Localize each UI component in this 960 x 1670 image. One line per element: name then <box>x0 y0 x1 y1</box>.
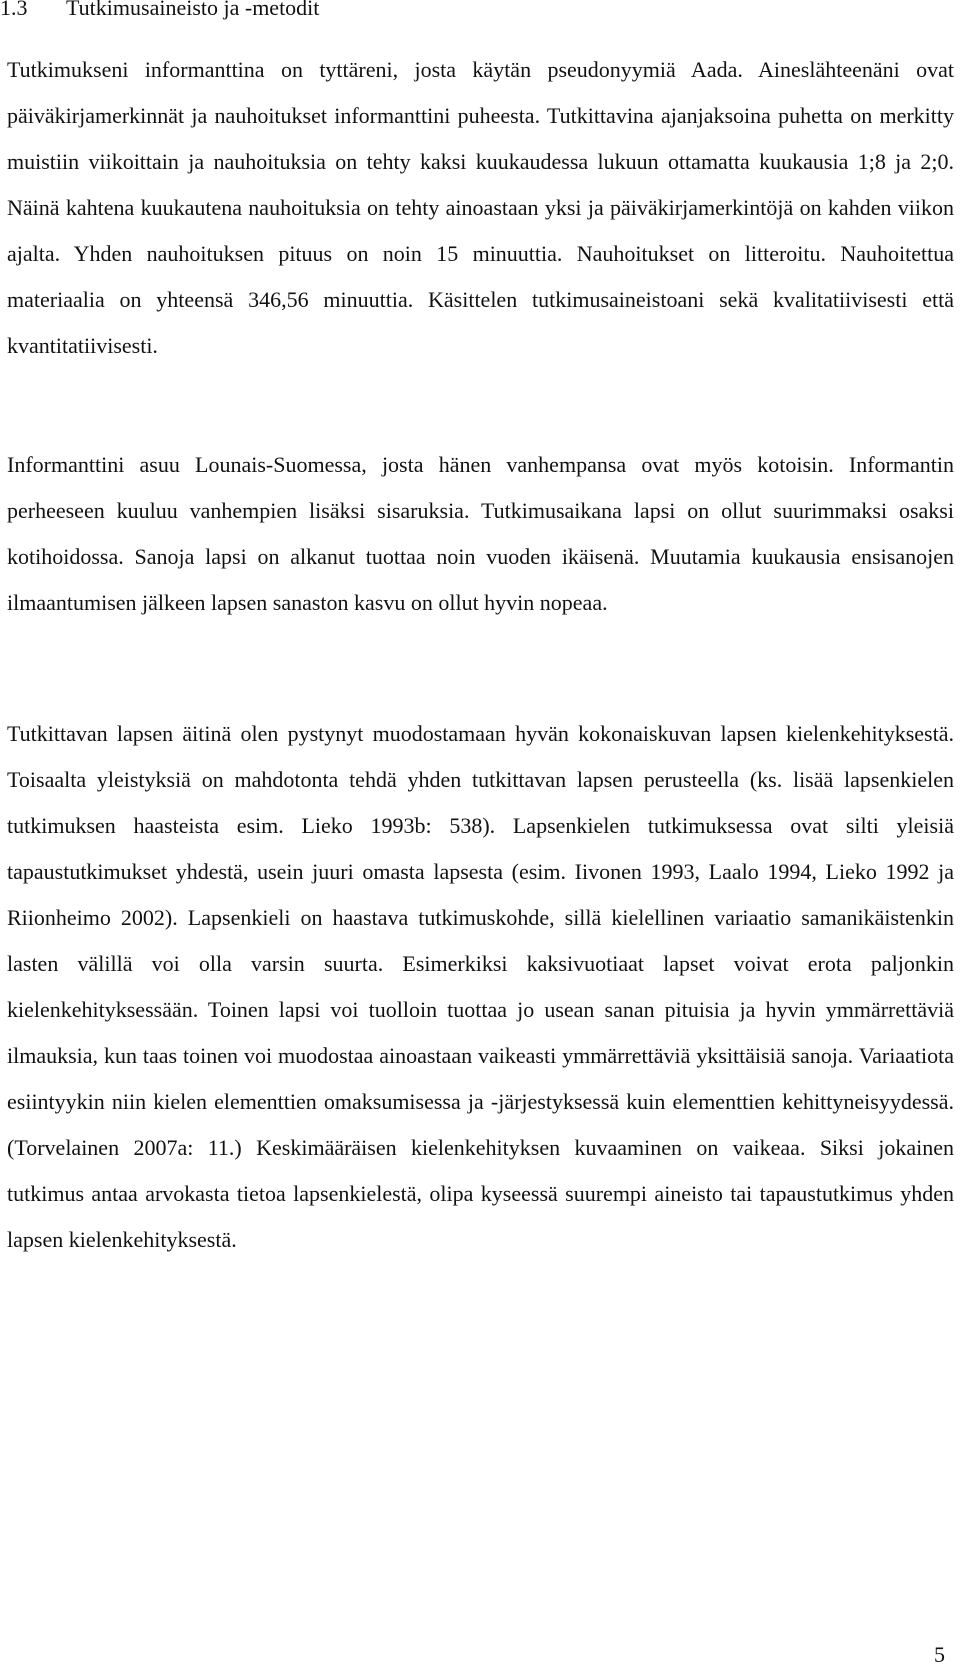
paragraph-informant-material: Tutkimukseni informanttina on tyttäreni, josta käytän pseudonyymiä Aada. Aineslähteenäni ovat päiväkirjamerkinnät ja nauhoitukset informanttini puheesta. Tutkittavina ajanjaksoina puhetta on merkitty muistiin viikoittain ja nauhoituksia on tehty kaksi kuukaudessa lukuun ottamatta kuukausia 1;8 ja 2;0. Näinä kahtena kuukautena nauhoituksia on tehty ainoastaan yksi ja päiväkirjamerkintöjä on kahden viikon ajalta. Yhden nauhoituksen pituus on noin 15 minuuttia. Nauhoitukset on litteroitu. Nauhoitettua materiaalia on yhteensä 346,56 minuuttia. Käsittelen tutkimusaineistoani sekä kvalitatiivisesti että kvantitatiivisesti. <box>7 57 954 358</box>
section-title: Tutkimusaineisto ja -metodit <box>66 0 320 20</box>
page-number: 5 <box>934 1642 945 1667</box>
section-number: 1.3 <box>0 0 28 20</box>
paragraph-case-study: Tutkittavan lapsen äitinä olen pystynyt muodostamaan hyvän kokonaiskuvan lapsen kielenkehityksestä. Toisaalta yleistyksiä on mahdotonta tehdä yhden tutkittavan lapsen perusteella (ks. lisää lapsenkielen tutkimuksen haasteista esim. Lieko 1993b: 538). Lapsenkielen tutkimuksessa ovat silti yleisiä tapaustutkimukset yhdestä, usein juuri omasta lapsesta (esim. Iivonen 1993, Laalo 1994, Lieko 1992 ja Riionheimo 2002). Lapsenkieli on haastava tutkimuskohde, sillä kielellinen variaatio samanikäistenkin lasten välillä voi olla varsin suurta. Esimerkiksi kaksivuotiaat lapset voivat erota paljonkin kielenkehityksessään. Toinen lapsi voi tuolloin tuottaa jo usean sanan pituisia ja hyvin ymmärrettäviä ilmauksia, kun taas toinen voi muodostaa ainoastaan vaikeasti ymmärrettäviä yksittäisiä sanoja. Variaatiota esiintyykin niin kielen elementtien omaksumisessa ja -järjestyksessä kuin elementtien kehittyneisyydessä. (Torvelainen 2007a: 11.) Keskimääräisen kielenkehityksen kuvaaminen on vaikeaa. Siksi jokainen tutkimus antaa arvokasta tietoa lapsenkielestä, olipa kyseessä suurempi aineisto tai tapaustutkimus yhden lapsen kielenkehityksestä. <box>7 721 954 1252</box>
section-heading <box>0 0 319 24</box>
paragraph-informant-background: Informanttini asuu Lounais-Suomessa, josta hänen vanhempansa ovat myös kotoisin. Informantin perheeseen kuuluu vanhempien lisäksi sisaruksia. Tutkimusaikana lapsi on ollut suurimmaksi osaksi kotihoidossa. Sanoja lapsi on alkanut tuottaa noin vuoden ikäisenä. Muutamia kuukausia ensisanojen ilmaantumisen jälkeen lapsen sanaston kasvu on ollut hyvin nopeaa. <box>7 452 954 615</box>
